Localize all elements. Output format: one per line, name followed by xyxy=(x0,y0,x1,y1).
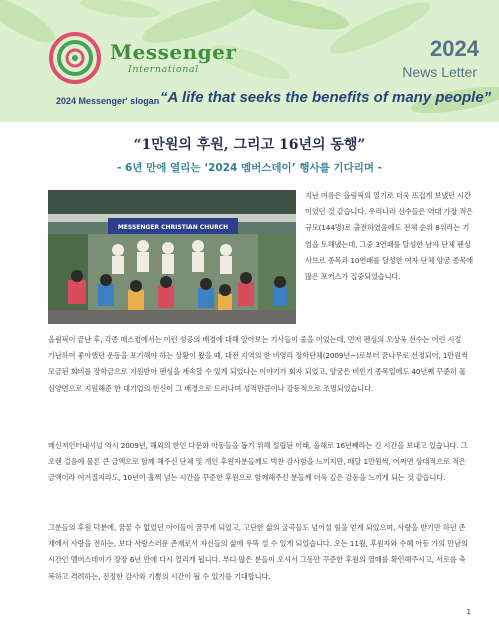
intro-paragraph: 지난 여름은 올림픽의 열기로 더욱 뜨겁게 보냈던 시간이었던 것 같습니다. 우리나라 선수들은 역대 가장 적은 규모(144명)로 출전하였음에도 전체 순위 8위라는 기염을 토해냈는데, 그중 3연패를 달성한 남자 단체 펜싱 사브르 종목과 10연패를 달성한 여자 단체 양궁 종목에 많은 포커스가 집중되었습니다. xyxy=(305,191,474,282)
slogan-text: “A life that seeks the benefits of many people” xyxy=(160,89,492,106)
article-title: “1만원의 후원, 그리고 16년의 동행” xyxy=(133,137,366,153)
article-subtitle: - 6년 만에 열리는 ‘2024 멤버스데이’ 행사를 기다리며 - xyxy=(116,162,383,174)
newsletter-year: 2024 xyxy=(430,36,479,61)
body-paragraph-3: 그분들의 후원 덕분에, 꿈꿀 수 없었던 아이들이 꿈꾸게 되었고, 고단한 삶의 굴곡들도 넘어설 힘을 얻게 되었으며, 사랑을 받기만 하던 존재에서 사랑을 전하는, 보다 사랑스러운 존재로서 자신들의 삶에 우뚝 설 수 있게 되었습니다. 오는 11월, 후원자와 수혜 아동 가의 만남의 시간인 멤버스데이가 장장 6년 만에 다시 열리게 됩니다. 부디 많은 분들이 오셔서 그동안 꾸준한 후원의 열매를 확인해주시고, 서로를 축복하고 격려하는, 진정한 감사와 기쁨의 시간이 될 수 있기를 기대합니다. xyxy=(48,523,468,581)
brand-name: Messenger xyxy=(110,40,237,64)
newsletter-header xyxy=(0,0,499,122)
body-paragraph-1: 올림픽이 끝난 후, 각종 매스컴에서는 이런 성공의 배경에 대해 알아보는 기사들이 줄을 이었는데, 먼저 펜싱의 오상욱 선수는 어린 시절 가난하여 좋아했던 운동을 포기해야 하는 상황이 왔을 때, 대전 지역의 한 비영리 장학단체(2009년~)로부터 꿈나무로 선정되어, 1만원씩 모금된 회비를 장학금으로 지원받아 펜싱을 계속할 수 있게 되었다는 이야기가 회자 되었고, 양궁은 비인기 종목일에도 40년째 꾸준히 물심양면으로 지원해준 한 대기업의 헌신이 그 배경으로 드러나며 성적만큼이나 감동적으로 조명되었습니다. xyxy=(48,335,468,393)
photo-banner-text: MESSENGER CHRISTIAN CHURCH xyxy=(117,224,229,231)
page-number: 1 xyxy=(466,608,471,616)
messenger-logo-icon xyxy=(44,30,106,86)
event-photo xyxy=(48,190,296,324)
slogan-label: 2024 Messenger' slogan xyxy=(56,96,160,106)
newsletter-label: News Letter xyxy=(402,64,477,80)
event-photo-illustration xyxy=(48,190,296,324)
brand-subtitle: International xyxy=(128,64,199,75)
body-paragraph-2: 메신저인터내셔널 역시 2009년, 해외의 한인 다문화 아동들을 돕기 위해 설립된 이래, 올해로 16년째라는 긴 시간을 보내고 있습니다. 그 오랜 걸음에 물론 큰 금액으로 함께 해주신 단체 및 개인 후원자분들께도 벅찬 감사함을 느끼지만, 매달 1만원씩, 어쩌면 상대적으로 적은 금액이라 여겨질지라도, 10년이 훌쩍 넘는 시간을 꾸준한 후원으로 함께해주신 분들께 더욱 깊은 감동을 느끼게 되는 것 같습니다. xyxy=(48,441,468,483)
